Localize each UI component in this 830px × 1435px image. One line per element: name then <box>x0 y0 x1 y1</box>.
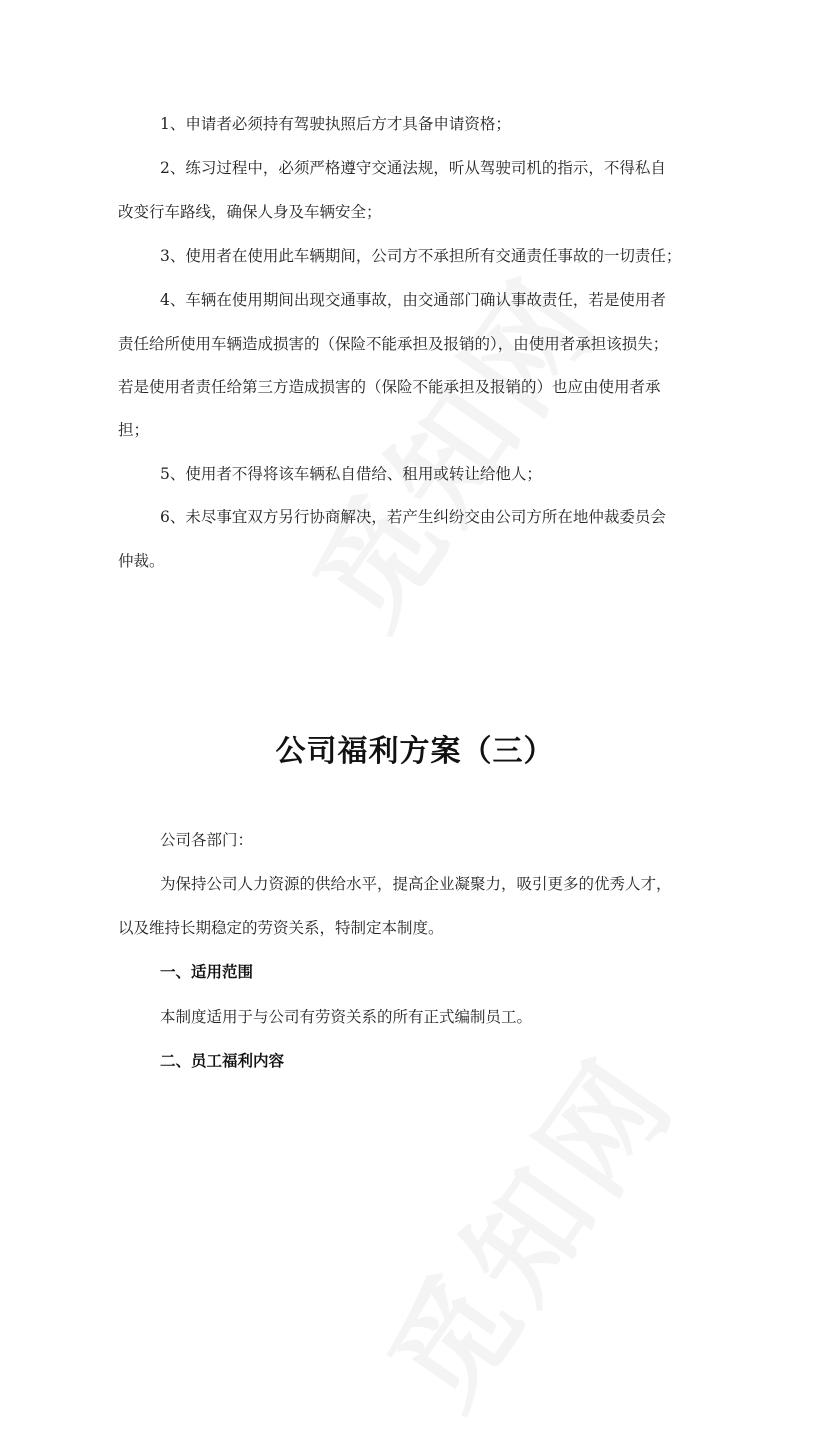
clause-2: 2、练习过程中，必须严格遵守交通法规，听从驾驶司机的指示，不得私自 <box>160 159 666 177</box>
clause-6: 6、未尽事宜双方另行协商解决，若产生纠纷交由公司方所在地仲裁委员会 <box>160 508 666 526</box>
salutation: 公司各部门： <box>160 831 254 849</box>
section-heading-scope: 一、适用范围 <box>160 962 254 981</box>
clause-1: 1、申请者必须持有驾驶执照后方才具备申请资格； <box>160 115 511 133</box>
clause-4-cont: 责任给所使用车辆造成损害的（保险不能承担及报销的），由使用者承担该损失； <box>118 335 669 353</box>
intro-paragraph-cont: 以及维持长期稳定的劳资关系，特制定本制度。 <box>118 919 444 937</box>
intro-paragraph: 为保持公司人力资源的供给水平，提高企业凝聚力，吸引更多的优秀人才， <box>160 875 672 893</box>
clause-2-cont: 改变行车路线，确保人身及车辆安全； <box>118 203 382 221</box>
clause-4-cont: 若是使用者责任给第三方造成损害的（保险不能承担及报销的）也应由使用者承 <box>118 378 661 396</box>
page-title: 公司福利方案（三） <box>275 734 555 769</box>
clause-5: 5、使用者不得将该车辆私自借给、租用或转让给他人； <box>160 465 542 483</box>
scope-body: 本制度适用于与公司有劳资关系的所有正式编制员工。 <box>160 1008 533 1026</box>
clause-3: 3、使用者在使用此车辆期间，公司方不承担所有交通责任事故的一切责任； <box>160 247 682 265</box>
clause-4: 4、车辆在使用期间出现交通事故，由交通部门确认事故责任，若是使用者 <box>160 291 666 309</box>
clause-6-cont: 仲裁。 <box>118 552 165 570</box>
watermark <box>343 1017 708 1435</box>
section-heading-benefits: 二、员工福利内容 <box>160 1051 285 1070</box>
clause-4-cont: 担； <box>118 421 150 439</box>
